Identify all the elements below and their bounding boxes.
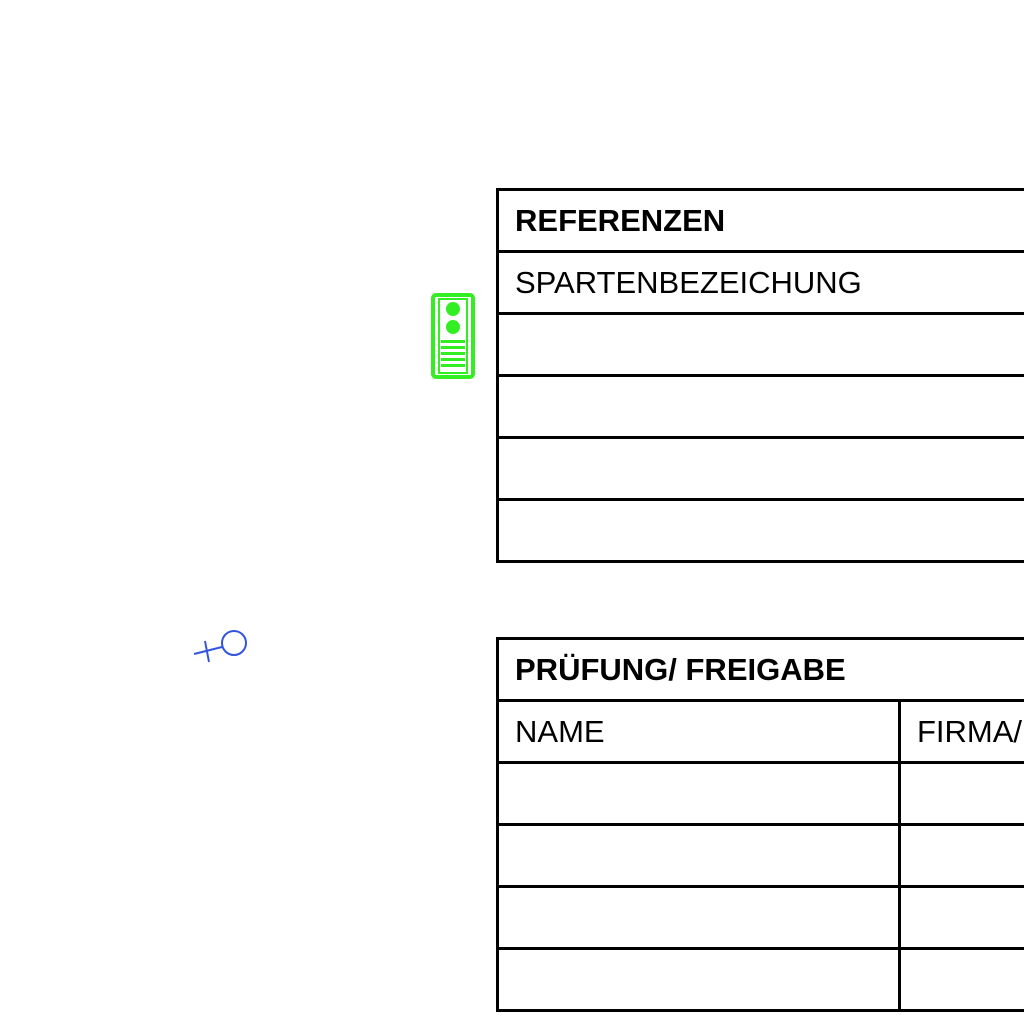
pruefung-title: PRÜFUNG/ FREIGABE bbox=[498, 639, 1024, 701]
table-cell[interactable] bbox=[498, 314, 1024, 376]
table-row bbox=[498, 190, 1024, 252]
table-row bbox=[498, 701, 1024, 763]
table-row bbox=[498, 314, 1024, 376]
table-cell[interactable] bbox=[900, 887, 1024, 949]
table-row bbox=[498, 887, 1024, 949]
table-row bbox=[498, 376, 1024, 438]
table-row bbox=[498, 825, 1024, 887]
table-cell[interactable] bbox=[498, 376, 1024, 438]
firma-column-header: FIRMA/ bbox=[900, 701, 1024, 763]
table-row bbox=[498, 949, 1024, 1011]
table-cell[interactable] bbox=[498, 887, 900, 949]
table-cell[interactable] bbox=[498, 500, 1024, 562]
referenzen-title: REFERENZEN bbox=[498, 190, 1024, 252]
spartenbezeichung-header: SPARTENBEZEICHUNG bbox=[498, 252, 1024, 314]
table-cell[interactable] bbox=[498, 825, 900, 887]
table-cell[interactable] bbox=[900, 763, 1024, 825]
table-cell[interactable] bbox=[900, 949, 1024, 1011]
table-row bbox=[498, 763, 1024, 825]
table-cell[interactable] bbox=[498, 763, 900, 825]
referenzen-table bbox=[496, 188, 1024, 563]
table-row bbox=[498, 500, 1024, 562]
table-cell[interactable] bbox=[900, 825, 1024, 887]
table-row bbox=[498, 438, 1024, 500]
pruefung-freigabe-table bbox=[496, 637, 1024, 1012]
device-marker-icon[interactable] bbox=[431, 293, 477, 381]
name-column-header: NAME bbox=[498, 701, 900, 763]
pin-cursor-icon[interactable] bbox=[192, 626, 252, 666]
table-cell[interactable] bbox=[498, 949, 900, 1011]
table-row bbox=[498, 639, 1024, 701]
table-row bbox=[498, 252, 1024, 314]
table-cell[interactable] bbox=[498, 438, 1024, 500]
